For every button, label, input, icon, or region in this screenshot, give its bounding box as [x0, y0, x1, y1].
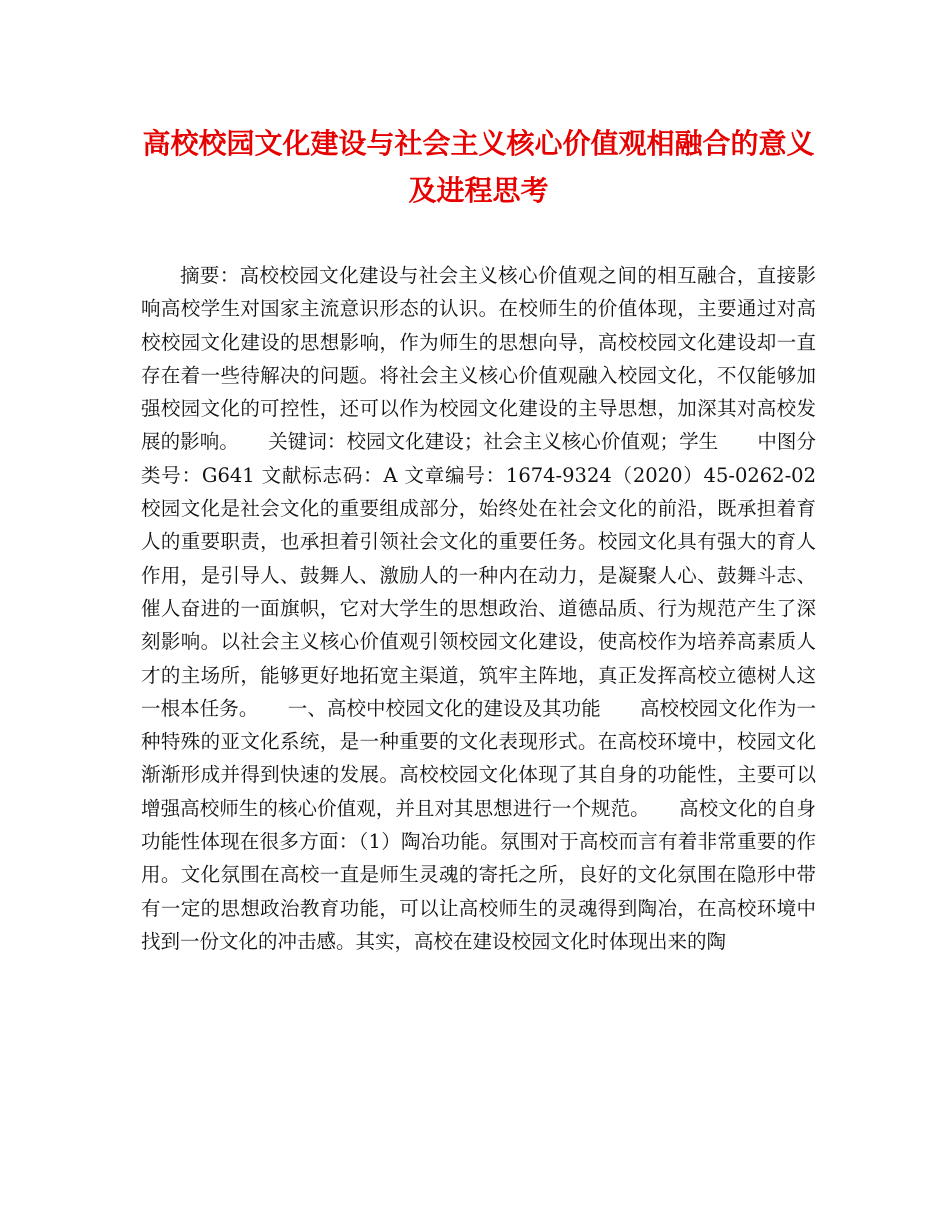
- document-title: 高校校园文化建设与社会主义核心价值观相融合的意义及进程思考: [142, 127, 815, 207]
- document-body: 摘要：高校校园文化建设与社会主义核心价值观之间的相互融合，直接影响高校学生对国家主流意识形态的认识。在校师生的价值体现，主要通过对高校校园文化建设的思想影响，作为师生的思想向导，高校校园文化建设却一直存在着一些待解决的问题。将社会主义核心价值观融入校园文化，不仅能够加强校园文化的可控性，还可以作为校园文化建设的主导思想，加深其对高校发展的影响。 关键词：校园文化建设；社会主义核心价值观；学生 中图分类号：G641 文献标志码：A 文章编号：1674-9324（2020）45-0262-02 校园文化是社会文化的重要组成部分，始终处在社会文化的前沿，既承担着育人的重要职责，也承担着引领社会文化的重要任务。校园文化具有强大的育人作用，是引导人、鼓舞人、激励人的一种内在动力，是凝聚人心、鼓舞斗志、催人奋进的一面旗帜，它对大学生的思想政治、道德品质、行为规范产生了深刻影响。以社会主义核心价值观引领校园文化建设，使高校作为培养高素质人才的主场所，能够更好地拓宽主渠道，筑牢主阵地，真正发挥高校立德树人这一根本任务。 一、高校中校园文化的建设及其功能 高校校园文化作为一种特殊的亚文化系统，是一种重要的文化表现形式。在高校环境中，校园文化渐渐形成并得到快速的发展。高校校园文化体现了其自身的功能性，主要可以增强高校师生的核心价值观，并且对其思想进行一个规范。 高校文化的自身功能性体现在很多方面：（1）陶冶功能。氛围对于高校而言有着非常重要的作用。文化氛围在高校一直是师生灵魂的寄托之所，良好的文化氛围在隐形中带有一定的思想政治教育功能，可以让高校师生的灵魂得到陶冶，在高校环境中找到一份文化的冲击感。其实，高校在建设校园文化时体现出来的陶: [141, 264, 856, 953]
